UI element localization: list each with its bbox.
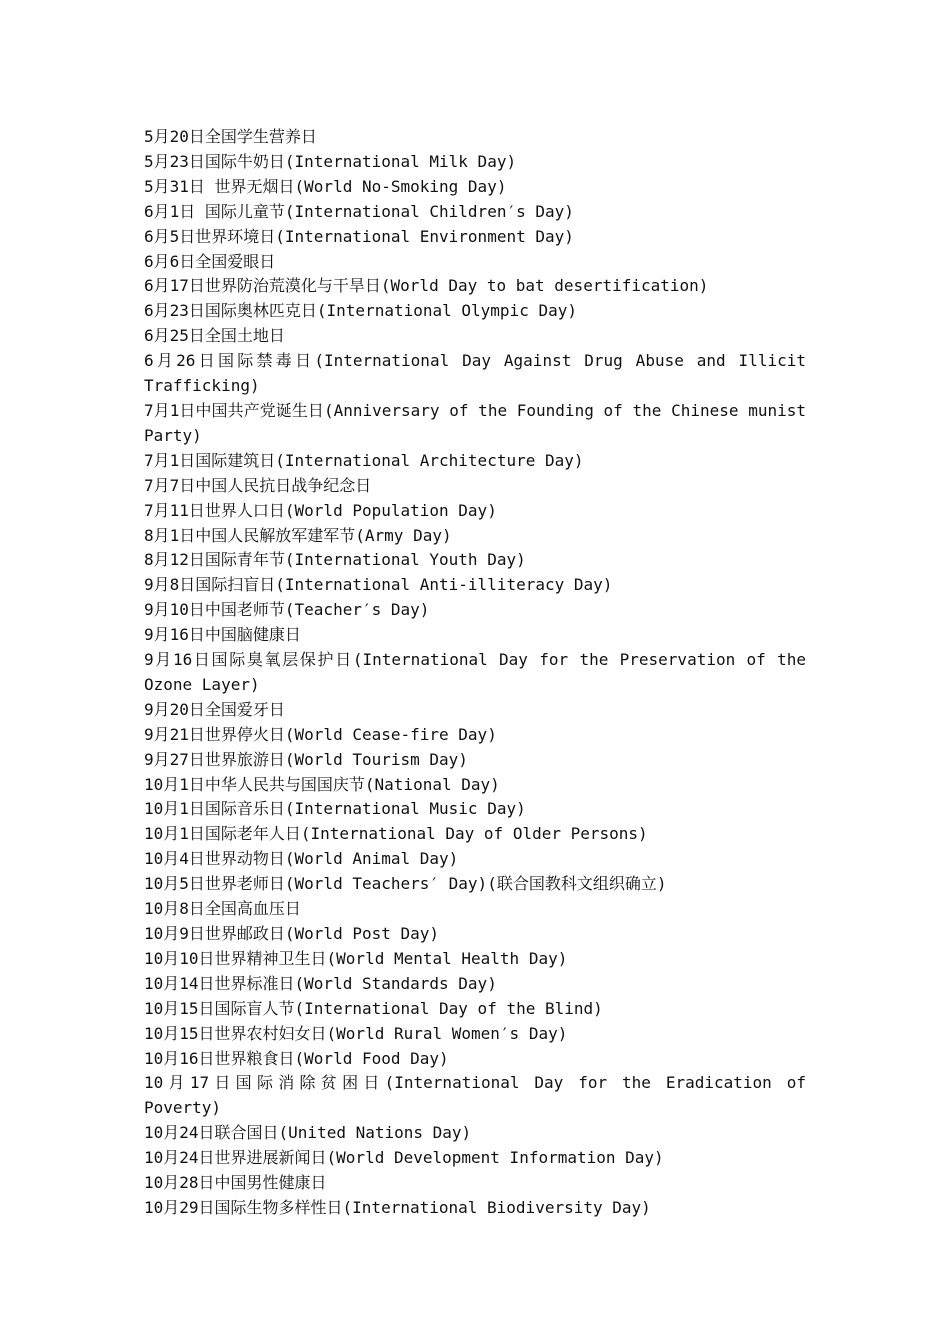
- list-item: 10月9日世界邮政日(World Post Day): [144, 924, 440, 943]
- list-item: 5月31日 世界无烟日(World No-Smoking Day): [144, 176, 507, 196]
- list-item: 7月1日中国共产党诞生日(Anniversary of the Founding of the Chinese munist Party): [144, 400, 806, 445]
- list-item: 10月8日全国高血压日: [144, 899, 301, 919]
- list-item: 10月4日世界动物日(World Animal Day): [144, 849, 459, 869]
- list-item: 6月25日全国土地日: [144, 326, 285, 346]
- list-item: 6月6日全国爱眼日: [144, 251, 276, 271]
- list-item: 9月16日国际臭氧层保护日(International Day for the Preservation of the Ozone Layer): [144, 650, 806, 694]
- list-item: 8月12日国际青年节(International Youth Day): [144, 550, 526, 570]
- list-item: 10月16日世界粮食日(World Food Day): [144, 1048, 449, 1068]
- list-item: 9月20日全国爱牙日: [144, 699, 285, 719]
- list-item: 6月5日世界环境日(International Environment Day): [144, 226, 574, 246]
- list-item: 9月16日中国脑健康日: [144, 625, 301, 645]
- list-item: 6月17日世界防治荒漠化与干旱日(World Day to bat desertification): [144, 276, 709, 296]
- list-item: 10月17日国际消除贫困日(International Day for the Eradication of Poverty): [144, 1073, 806, 1118]
- list-item: 6月23日国际奥林匹克日(International Olympic Day): [144, 301, 577, 321]
- list-item: 10月5日世界老师日(World Teachers′ Day)(联合国教科文组织确立): [144, 874, 667, 894]
- list-item: 7月1日国际建筑日(International Architecture Day): [144, 450, 584, 470]
- list-item: 10月10日世界精神卫生日(World Mental Health Day): [144, 948, 568, 968]
- list-item: 6月26日国际禁毒日(International Day Against Drug Abuse and Illicit Trafficking): [144, 351, 806, 396]
- list-item: 10月14日世界标准日(World Standards Day): [144, 973, 497, 993]
- list-item: 6月1日 国际儿童节(International Children′s Day): [144, 201, 574, 221]
- list-item: 5月23日国际牛奶日(International Milk Day): [144, 151, 517, 171]
- list-item: 10月1日国际老年人日(International Day of Older Persons): [144, 824, 648, 844]
- list-item: 10月24日联合国日(United Nations Day): [144, 1123, 472, 1143]
- list-item: 9月27日世界旅游日(World Tourism Day): [144, 749, 468, 769]
- list-item: 10月1日国际音乐日(International Music Day): [144, 799, 526, 819]
- list-item: 9月21日世界停火日(World Cease-fire Day): [144, 724, 497, 744]
- list-item: 10月15日国际盲人节(International Day of the Blind): [144, 998, 603, 1018]
- list-item: 10月24日世界进展新闻日(World Development Information Day): [144, 1148, 664, 1168]
- list-item: 10月29日国际生物多样性日(International Biodiversity Day): [144, 1197, 651, 1217]
- list-item: 5月20日全国学生营养日: [144, 127, 317, 146]
- list-item: 8月1日中国人民解放军建军节(Army Day): [144, 525, 452, 545]
- list-item: 7月11日世界人口日(World Population Day): [144, 500, 497, 520]
- list-item: 7月7日中国人民抗日战争纪念日: [144, 475, 372, 495]
- list-item: 10月28日中国男性健康日: [144, 1173, 327, 1193]
- list-item: 9月10日中国老师节(Teacher′s Day): [144, 600, 430, 620]
- list-item: 10月15日世界农村妇女日(World Rural Women′s Day): [144, 1023, 568, 1043]
- list-item: 10月1日中华人民共与国国庆节(National Day): [144, 774, 500, 794]
- observance-day-list: [144, 125, 806, 1221]
- list-item: 9月8日国际扫盲日(International Anti-illiteracy Day): [144, 575, 613, 595]
